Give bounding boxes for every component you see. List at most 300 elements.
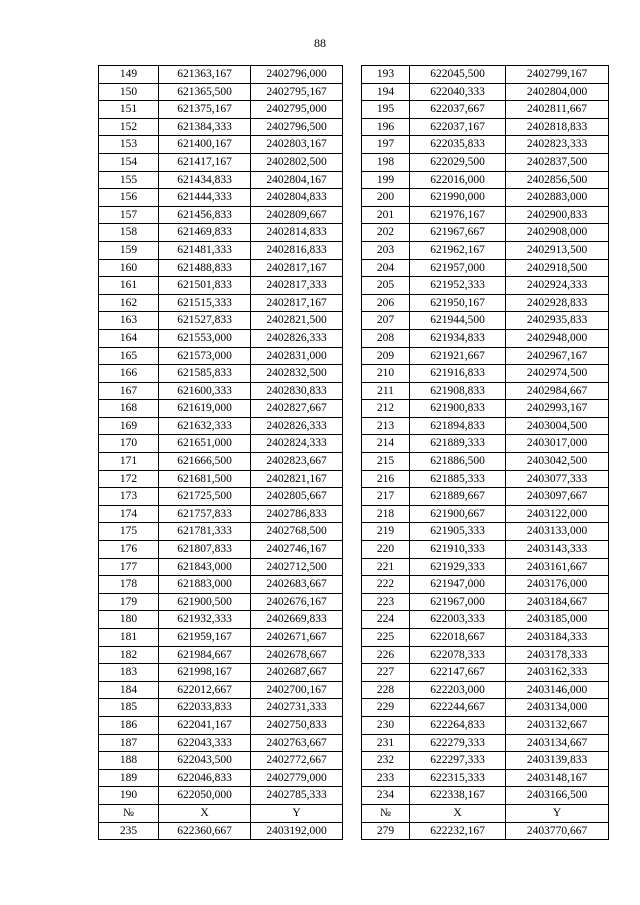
table-row <box>99 576 343 594</box>
x-coordinate-cell: 621929,333 <box>410 558 506 576</box>
point-number-cell: 188 <box>99 752 159 770</box>
x-coordinate-cell: 621932,333 <box>159 611 251 629</box>
y-coordinate-cell: 2402795,167 <box>251 83 343 101</box>
table-row <box>362 523 609 541</box>
y-coordinate-cell: 2402768,500 <box>251 523 343 541</box>
y-coordinate-cell: 2402883,000 <box>506 189 609 207</box>
table-row <box>99 101 343 119</box>
y-coordinate-cell: 2402818,833 <box>506 118 609 136</box>
table-row <box>362 505 609 523</box>
table-row <box>362 681 609 699</box>
x-coordinate-cell: 621998,167 <box>159 664 251 682</box>
point-number-cell: 165 <box>99 347 159 365</box>
y-coordinate-cell: 2402802,500 <box>251 153 343 171</box>
point-number-cell: 184 <box>99 681 159 699</box>
y-coordinate-cell: 2402731,333 <box>251 699 343 717</box>
point-number-cell: 232 <box>362 752 410 770</box>
table-row <box>362 153 609 171</box>
x-coordinate-cell: 621957,000 <box>410 259 506 277</box>
table-row <box>362 453 609 471</box>
table-row <box>362 189 609 207</box>
y-coordinate-cell: 2402817,333 <box>251 277 343 295</box>
x-coordinate-cell: 621757,833 <box>159 505 251 523</box>
y-coordinate-cell: 2402746,167 <box>251 541 343 559</box>
table-row <box>99 435 343 453</box>
point-number-cell: 186 <box>99 716 159 734</box>
x-coordinate-cell: 621889,333 <box>410 435 506 453</box>
y-coordinate-cell: 2402676,167 <box>251 593 343 611</box>
point-number-cell: 224 <box>362 611 410 629</box>
y-coordinate-cell: 2402803,167 <box>251 136 343 154</box>
point-number-cell: 176 <box>99 541 159 559</box>
y-coordinate-cell: 2403184,667 <box>506 593 609 611</box>
point-number-cell: 183 <box>99 664 159 682</box>
header-y: Y <box>251 804 343 822</box>
x-coordinate-cell: 621681,500 <box>159 470 251 488</box>
point-number-cell: 212 <box>362 400 410 418</box>
table-row <box>362 646 609 664</box>
table-row <box>362 241 609 259</box>
x-coordinate-cell: 621585,833 <box>159 365 251 383</box>
table-row <box>99 523 343 541</box>
table-row <box>99 312 343 330</box>
x-coordinate-cell: 622012,667 <box>159 681 251 699</box>
table-row <box>99 224 343 242</box>
point-number-cell: 230 <box>362 716 410 734</box>
y-coordinate-cell: 2402700,167 <box>251 681 343 699</box>
y-coordinate-cell: 2402832,500 <box>251 365 343 383</box>
y-coordinate-cell: 2402928,833 <box>506 294 609 312</box>
table-row <box>362 417 609 435</box>
y-coordinate-cell: 2402830,833 <box>251 382 343 400</box>
x-coordinate-cell: 622203,000 <box>410 681 506 699</box>
table-row <box>362 734 609 752</box>
point-number-cell: 229 <box>362 699 410 717</box>
y-coordinate-cell: 2402900,833 <box>506 206 609 224</box>
table-row <box>362 611 609 629</box>
x-coordinate-cell: 621515,333 <box>159 294 251 312</box>
table-row <box>99 118 343 136</box>
point-number-cell: 157 <box>99 206 159 224</box>
x-coordinate-cell: 621807,833 <box>159 541 251 559</box>
x-coordinate-cell: 621959,167 <box>159 629 251 647</box>
table-row <box>362 206 609 224</box>
y-coordinate-cell: 2402993,167 <box>506 400 609 418</box>
y-coordinate-cell: 2402908,000 <box>506 224 609 242</box>
y-coordinate-cell: 2403148,167 <box>506 769 609 787</box>
point-number-cell: 178 <box>99 576 159 594</box>
column-header-row <box>99 804 343 822</box>
point-number-cell: 200 <box>362 189 410 207</box>
x-coordinate-cell: 621481,333 <box>159 241 251 259</box>
point-number-cell: 219 <box>362 523 410 541</box>
table-row <box>362 541 609 559</box>
y-coordinate-cell: 2402817,167 <box>251 294 343 312</box>
point-number-cell: 209 <box>362 347 410 365</box>
x-coordinate-cell: 621573,000 <box>159 347 251 365</box>
point-number-cell: 164 <box>99 329 159 347</box>
table-row <box>362 576 609 594</box>
x-coordinate-cell: 622046,833 <box>159 769 251 787</box>
y-coordinate-cell: 2403134,667 <box>506 734 609 752</box>
y-coordinate-cell: 2403134,000 <box>506 699 609 717</box>
point-number-cell: 172 <box>99 470 159 488</box>
table-row <box>99 365 343 383</box>
table-row <box>362 118 609 136</box>
table-row <box>362 329 609 347</box>
x-coordinate-cell: 621962,167 <box>410 241 506 259</box>
x-coordinate-cell: 621651,000 <box>159 435 251 453</box>
x-coordinate-cell: 621527,833 <box>159 312 251 330</box>
table-row <box>99 382 343 400</box>
y-coordinate-cell: 2402935,833 <box>506 312 609 330</box>
point-number-cell: 233 <box>362 769 410 787</box>
point-number-cell: 197 <box>362 136 410 154</box>
table-row <box>362 382 609 400</box>
table-row <box>99 734 343 752</box>
y-coordinate-cell: 2402786,833 <box>251 505 343 523</box>
point-number-cell: 150 <box>99 83 159 101</box>
y-coordinate-cell: 2403143,333 <box>506 541 609 559</box>
y-coordinate-cell: 2403042,500 <box>506 453 609 471</box>
x-coordinate-cell: 621900,500 <box>159 593 251 611</box>
x-coordinate-cell: 621984,667 <box>159 646 251 664</box>
y-coordinate-cell: 2402856,500 <box>506 171 609 189</box>
x-coordinate-cell: 622147,667 <box>410 664 506 682</box>
table-row <box>99 822 343 840</box>
point-number-cell: 189 <box>99 769 159 787</box>
point-number-cell: 231 <box>362 734 410 752</box>
y-coordinate-cell: 2403192,000 <box>251 822 343 840</box>
x-coordinate-cell: 621384,333 <box>159 118 251 136</box>
y-coordinate-cell: 2402918,500 <box>506 259 609 277</box>
y-coordinate-cell: 2402824,333 <box>251 435 343 453</box>
point-number-cell: 221 <box>362 558 410 576</box>
y-coordinate-cell: 2402712,500 <box>251 558 343 576</box>
x-coordinate-cell: 622045,500 <box>410 66 506 84</box>
table-row <box>99 66 343 84</box>
header-num: № <box>99 804 159 822</box>
y-coordinate-cell: 2402671,667 <box>251 629 343 647</box>
table-row <box>362 83 609 101</box>
point-number-cell: 218 <box>362 505 410 523</box>
x-coordinate-cell: 621619,000 <box>159 400 251 418</box>
point-number-cell: 225 <box>362 629 410 647</box>
table-row <box>99 505 343 523</box>
table-row <box>362 136 609 154</box>
x-coordinate-cell: 622338,167 <box>410 787 506 805</box>
y-coordinate-cell: 2402823,333 <box>506 136 609 154</box>
table-row <box>99 400 343 418</box>
point-number-cell: 227 <box>362 664 410 682</box>
y-coordinate-cell: 2402811,667 <box>506 101 609 119</box>
table-row <box>99 681 343 699</box>
x-coordinate-cell: 621885,333 <box>410 470 506 488</box>
table-row <box>362 294 609 312</box>
x-coordinate-cell: 621434,833 <box>159 171 251 189</box>
point-number-cell: 215 <box>362 453 410 471</box>
point-number-cell: 217 <box>362 488 410 506</box>
y-coordinate-cell: 2403185,000 <box>506 611 609 629</box>
point-number-cell: 199 <box>362 171 410 189</box>
x-coordinate-cell: 621916,833 <box>410 365 506 383</box>
y-coordinate-cell: 2402795,000 <box>251 101 343 119</box>
table-row <box>99 453 343 471</box>
table-row <box>99 241 343 259</box>
y-coordinate-cell: 2402948,000 <box>506 329 609 347</box>
y-coordinate-cell: 2403178,333 <box>506 646 609 664</box>
point-number-cell: 161 <box>99 277 159 295</box>
x-coordinate-cell: 621921,667 <box>410 347 506 365</box>
x-coordinate-cell: 621400,167 <box>159 136 251 154</box>
table-row <box>99 593 343 611</box>
header-y: Y <box>506 804 609 822</box>
point-number-cell: 154 <box>99 153 159 171</box>
point-number-cell: 149 <box>99 66 159 84</box>
table-row <box>362 752 609 770</box>
x-coordinate-cell: 622033,833 <box>159 699 251 717</box>
y-coordinate-cell: 2402827,667 <box>251 400 343 418</box>
table-row <box>362 787 609 805</box>
x-coordinate-cell: 622016,000 <box>410 171 506 189</box>
point-number-cell: 169 <box>99 417 159 435</box>
x-coordinate-cell: 621947,000 <box>410 576 506 594</box>
y-coordinate-cell: 2402687,667 <box>251 664 343 682</box>
table-row <box>99 470 343 488</box>
x-coordinate-cell: 622244,667 <box>410 699 506 717</box>
table-row <box>362 558 609 576</box>
y-coordinate-cell: 2403139,833 <box>506 752 609 770</box>
y-coordinate-cell: 2403770,667 <box>506 822 609 840</box>
table-row <box>362 400 609 418</box>
point-number-cell: 205 <box>362 277 410 295</box>
point-number-cell: 235 <box>99 822 159 840</box>
table-row <box>99 646 343 664</box>
point-number-cell: 180 <box>99 611 159 629</box>
y-coordinate-cell: 2403146,000 <box>506 681 609 699</box>
page-number: 88 <box>314 36 326 50</box>
x-coordinate-cell: 621886,500 <box>410 453 506 471</box>
point-number-cell: 226 <box>362 646 410 664</box>
y-coordinate-cell: 2403133,000 <box>506 523 609 541</box>
point-number-cell: 210 <box>362 365 410 383</box>
point-number-cell: 151 <box>99 101 159 119</box>
table-row <box>362 716 609 734</box>
x-coordinate-cell: 622043,500 <box>159 752 251 770</box>
table-row <box>99 347 343 365</box>
header-x: X <box>159 804 251 822</box>
y-coordinate-cell: 2403132,667 <box>506 716 609 734</box>
x-coordinate-cell: 621365,500 <box>159 83 251 101</box>
y-coordinate-cell: 2402826,333 <box>251 417 343 435</box>
table-row <box>362 277 609 295</box>
table-row <box>362 699 609 717</box>
coordinates-table-right <box>361 65 609 840</box>
table-row <box>362 822 609 840</box>
table-row <box>362 224 609 242</box>
table-row <box>99 83 343 101</box>
x-coordinate-cell: 622279,333 <box>410 734 506 752</box>
x-coordinate-cell: 621666,500 <box>159 453 251 471</box>
x-coordinate-cell: 621883,000 <box>159 576 251 594</box>
point-number-cell: 207 <box>362 312 410 330</box>
y-coordinate-cell: 2403004,500 <box>506 417 609 435</box>
point-number-cell: 204 <box>362 259 410 277</box>
y-coordinate-cell: 2403122,000 <box>506 505 609 523</box>
table-row <box>99 558 343 576</box>
point-number-cell: 193 <box>362 66 410 84</box>
x-coordinate-cell: 621976,167 <box>410 206 506 224</box>
x-coordinate-cell: 621990,000 <box>410 189 506 207</box>
table-row <box>99 699 343 717</box>
table-row <box>99 541 343 559</box>
table-row <box>99 752 343 770</box>
point-number-cell: 179 <box>99 593 159 611</box>
point-number-cell: 162 <box>99 294 159 312</box>
point-number-cell: 201 <box>362 206 410 224</box>
y-coordinate-cell: 2402984,667 <box>506 382 609 400</box>
table-row <box>99 417 343 435</box>
table-row <box>99 277 343 295</box>
x-coordinate-cell: 621488,833 <box>159 259 251 277</box>
header-x: X <box>410 804 506 822</box>
x-coordinate-cell: 622018,667 <box>410 629 506 647</box>
table-row <box>99 664 343 682</box>
x-coordinate-cell: 622041,167 <box>159 716 251 734</box>
point-number-cell: 159 <box>99 241 159 259</box>
x-coordinate-cell: 622037,667 <box>410 101 506 119</box>
point-number-cell: 181 <box>99 629 159 647</box>
table-row <box>99 171 343 189</box>
y-coordinate-cell: 2402817,167 <box>251 259 343 277</box>
point-number-cell: 279 <box>362 822 410 840</box>
point-number-cell: 163 <box>99 312 159 330</box>
column-header-row <box>362 804 609 822</box>
x-coordinate-cell: 622264,833 <box>410 716 506 734</box>
x-coordinate-cell: 621501,833 <box>159 277 251 295</box>
table-row <box>362 171 609 189</box>
y-coordinate-cell: 2402805,667 <box>251 488 343 506</box>
point-number-cell: 223 <box>362 593 410 611</box>
point-number-cell: 167 <box>99 382 159 400</box>
table-row <box>362 629 609 647</box>
x-coordinate-cell: 622360,667 <box>159 822 251 840</box>
coordinates-table-left <box>98 65 343 840</box>
point-number-cell: 216 <box>362 470 410 488</box>
x-coordinate-cell: 621843,000 <box>159 558 251 576</box>
table-row <box>362 769 609 787</box>
x-coordinate-cell: 621900,833 <box>410 400 506 418</box>
y-coordinate-cell: 2402678,667 <box>251 646 343 664</box>
y-coordinate-cell: 2402814,833 <box>251 224 343 242</box>
y-coordinate-cell: 2403097,667 <box>506 488 609 506</box>
x-coordinate-cell: 622232,167 <box>410 822 506 840</box>
x-coordinate-cell: 621889,667 <box>410 488 506 506</box>
x-coordinate-cell: 621417,167 <box>159 153 251 171</box>
point-number-cell: 158 <box>99 224 159 242</box>
x-coordinate-cell: 621944,500 <box>410 312 506 330</box>
x-coordinate-cell: 621900,667 <box>410 505 506 523</box>
point-number-cell: 160 <box>99 259 159 277</box>
x-coordinate-cell: 621781,333 <box>159 523 251 541</box>
y-coordinate-cell: 2402831,000 <box>251 347 343 365</box>
table-row <box>362 470 609 488</box>
table-row <box>99 329 343 347</box>
point-number-cell: 166 <box>99 365 159 383</box>
table-row <box>362 259 609 277</box>
point-number-cell: 190 <box>99 787 159 805</box>
point-number-cell: 156 <box>99 189 159 207</box>
x-coordinate-cell: 621600,333 <box>159 382 251 400</box>
point-number-cell: 202 <box>362 224 410 242</box>
y-coordinate-cell: 2402772,667 <box>251 752 343 770</box>
table-row <box>362 365 609 383</box>
x-coordinate-cell: 622037,167 <box>410 118 506 136</box>
table-row <box>99 488 343 506</box>
x-coordinate-cell: 621632,333 <box>159 417 251 435</box>
point-number-cell: 213 <box>362 417 410 435</box>
y-coordinate-cell: 2403162,333 <box>506 664 609 682</box>
table-row <box>362 488 609 506</box>
table-row <box>99 629 343 647</box>
point-number-cell: 234 <box>362 787 410 805</box>
table-row <box>362 435 609 453</box>
table-row <box>362 101 609 119</box>
table-row <box>99 153 343 171</box>
x-coordinate-cell: 621469,833 <box>159 224 251 242</box>
point-number-cell: 173 <box>99 488 159 506</box>
y-coordinate-cell: 2403166,500 <box>506 787 609 805</box>
x-coordinate-cell: 621950,167 <box>410 294 506 312</box>
y-coordinate-cell: 2402816,833 <box>251 241 343 259</box>
y-coordinate-cell: 2402823,667 <box>251 453 343 471</box>
table-row <box>362 347 609 365</box>
point-number-cell: 196 <box>362 118 410 136</box>
y-coordinate-cell: 2402785,333 <box>251 787 343 805</box>
y-coordinate-cell: 2402804,167 <box>251 171 343 189</box>
y-coordinate-cell: 2402821,500 <box>251 312 343 330</box>
point-number-cell: 208 <box>362 329 410 347</box>
y-coordinate-cell: 2402750,833 <box>251 716 343 734</box>
table-row <box>362 312 609 330</box>
y-coordinate-cell: 2402913,500 <box>506 241 609 259</box>
x-coordinate-cell: 621725,500 <box>159 488 251 506</box>
table-row <box>362 664 609 682</box>
y-coordinate-cell: 2402799,167 <box>506 66 609 84</box>
y-coordinate-cell: 2402974,500 <box>506 365 609 383</box>
table-row <box>99 611 343 629</box>
y-coordinate-cell: 2402821,167 <box>251 470 343 488</box>
x-coordinate-cell: 622029,500 <box>410 153 506 171</box>
y-coordinate-cell: 2402809,667 <box>251 206 343 224</box>
table-row <box>99 259 343 277</box>
point-number-cell: 195 <box>362 101 410 119</box>
point-number-cell: 168 <box>99 400 159 418</box>
y-coordinate-cell: 2402796,500 <box>251 118 343 136</box>
x-coordinate-cell: 621375,167 <box>159 101 251 119</box>
y-coordinate-cell: 2403176,000 <box>506 576 609 594</box>
y-coordinate-cell: 2402669,833 <box>251 611 343 629</box>
point-number-cell: 211 <box>362 382 410 400</box>
y-coordinate-cell: 2402683,667 <box>251 576 343 594</box>
y-coordinate-cell: 2402779,000 <box>251 769 343 787</box>
x-coordinate-cell: 621456,833 <box>159 206 251 224</box>
x-coordinate-cell: 622078,333 <box>410 646 506 664</box>
point-number-cell: 198 <box>362 153 410 171</box>
point-number-cell: 170 <box>99 435 159 453</box>
point-number-cell: 206 <box>362 294 410 312</box>
y-coordinate-cell: 2402763,667 <box>251 734 343 752</box>
